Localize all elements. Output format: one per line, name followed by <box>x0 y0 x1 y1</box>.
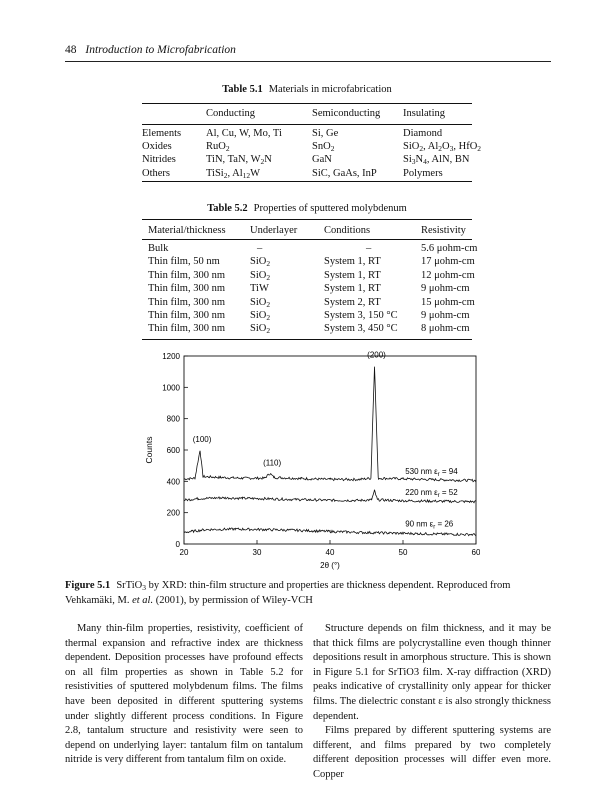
series-label: 530 nm $\varepsilon_r = 94$ <box>405 466 458 478</box>
table2-cell: 9 μohm-cm <box>421 310 470 321</box>
table2-cell: System 2, RT <box>324 296 381 308</box>
peak-label: (110) <box>263 458 282 468</box>
table2-cell: SiO$_2$ <box>250 323 271 336</box>
figure-label: Figure 5.1 <box>65 580 111 591</box>
x-tick-label: 50 <box>398 548 408 557</box>
page-number: 48 <box>65 44 77 56</box>
table1-mid-rule <box>142 124 472 125</box>
table2-caption <box>142 203 472 214</box>
table2-top-rule <box>142 219 472 220</box>
table2-cell: SiO$_2$ <box>250 310 271 322</box>
series-label: 220 nm $\varepsilon_r = 52$ <box>405 488 458 500</box>
y-tick-label: 600 <box>166 446 180 455</box>
body-left-column <box>65 622 303 768</box>
table2-cell: – <box>257 243 263 254</box>
table2-cell: Thin film, 300 nm <box>148 323 225 335</box>
table1-label: Table 5.1 <box>222 84 263 95</box>
table2-cell: System 1, RT <box>324 256 381 268</box>
caption-part-a: SrTiO <box>116 580 143 591</box>
table1-row-label: Elements <box>142 128 182 139</box>
table1-title: Materials in microfabrication <box>268 84 392 95</box>
table1-col-insulating: Insulating <box>403 108 445 119</box>
y-tick-label: 1200 <box>162 352 180 361</box>
table1-row-label: Oxides <box>142 141 172 153</box>
table1-cell: SiO$_2$, $Al_2O_3$, HfO$_2$ <box>403 141 482 154</box>
xrd-chart <box>140 350 480 570</box>
y-tick-label: 1000 <box>162 383 180 393</box>
caption-part-c: (2001), by permission of Wiley-VCH <box>153 595 313 606</box>
table2-cell: Thin film, 300 nm <box>148 310 225 321</box>
y-axis-label: Counts <box>144 436 154 464</box>
table2-cell: System 1, RT <box>324 269 381 281</box>
table2-cell: – <box>366 243 372 254</box>
peak-label: (200) <box>367 350 386 360</box>
table2-cell: Thin film, 300 nm <box>148 269 225 281</box>
caption-part-b: by XRD: thin-film structure and properties are thickness dependent. Reproduced from Vehkamäki, M. <box>65 580 511 606</box>
plot-frame <box>184 356 476 544</box>
table2-cell: Thin film, 300 nm <box>148 283 225 295</box>
table2-cell: SiO$_2$ <box>250 269 271 282</box>
x-tick-label: 60 <box>471 548 480 557</box>
peak-label: (100) <box>192 435 212 444</box>
table2-label: Table 5.2 <box>207 203 248 214</box>
y-tick-label: 200 <box>166 508 180 518</box>
table1-cell: $Si_3N_4$, AlN, BN <box>403 154 470 167</box>
table2-col-resistivity: Resistivity <box>421 225 466 236</box>
table2-cell: SiO$_2$ <box>250 296 271 309</box>
table2-col-underlayer: Underlayer <box>250 225 298 236</box>
table2-cell: 9 μohm-cm <box>421 283 470 295</box>
x-tick-label: 30 <box>252 548 262 557</box>
table1-col-semiconducting: Semiconducting <box>312 108 381 119</box>
table1-row-label: Nitrides <box>142 154 176 166</box>
y-tick-label: 0 <box>175 540 180 549</box>
table1-caption <box>142 84 472 95</box>
caption-subscript: 3 <box>142 583 146 592</box>
table2-bottom-rule <box>142 339 472 340</box>
y-tick-label: 800 <box>166 414 180 424</box>
xrd-chart-svg <box>140 350 480 570</box>
table2-cell: TiW <box>250 283 269 295</box>
header-rule <box>65 61 551 62</box>
x-tick-label: 20 <box>179 548 189 557</box>
table1-cell: Diamond <box>403 128 443 139</box>
running-head <box>65 44 236 56</box>
body-paragraph: Structure depends on film thickness, and it may be that thick films are polycrystalline even though thinner depositions result in amorphous structure. This is shown in Figure 5.1 for SrTiO3 film. X-ray diffraction (XRD) peaks indicative of crystallinity only appear for thicker films. The dielectric constant ε is also strongly thickness dependent. <box>313 623 551 722</box>
table1-cell: SnO$_2$ <box>312 141 335 154</box>
x-tick-label: 40 <box>325 548 335 557</box>
figure-caption <box>65 578 551 608</box>
table2-cell: System 3, 150 °C <box>324 310 398 321</box>
table1-cell: Si, Ge <box>312 128 339 139</box>
table1-row-label: Others <box>142 167 170 179</box>
table1-cell: TiSi$_2$, $Al_{12}W$ <box>206 167 261 180</box>
table1-cell: TiN, TaN, $W_2N$ <box>206 154 272 167</box>
table2-cell: 5.6 μohm-cm <box>421 243 478 254</box>
table2-title: Properties of sputtered molybdenum <box>253 203 407 214</box>
body-right-column <box>313 622 551 783</box>
series-label: 90 nm $\varepsilon_r = 26$ <box>405 519 454 531</box>
table2-col-material: Material/thickness <box>148 225 226 236</box>
table2-cell: Thin film, 300 nm <box>148 296 225 308</box>
table1-bottom-rule <box>142 181 472 182</box>
table1-cell: Al, Cu, W, Mo, Ti <box>206 128 282 139</box>
x-axis-label: 2θ (°) <box>320 561 340 570</box>
table1-cell: Polymers <box>403 167 443 179</box>
table2-cell: 8 μohm-cm <box>421 323 470 335</box>
caption-et-al: et al. <box>132 595 154 606</box>
table2-mid-rule <box>142 239 472 240</box>
series-line <box>184 528 476 536</box>
table2-col-conditions: Conditions <box>324 225 371 236</box>
y-tick-label: 400 <box>166 477 180 487</box>
table2-cell: 12 μohm-cm <box>421 269 475 281</box>
running-title: Introduction to Microfabrication <box>85 44 236 56</box>
body-paragraph: Films prepared by different sputtering systems are different, and films prepared by two completely different deposition processes will differ even more. Copper <box>313 725 551 780</box>
table1-cell: RuO$_2$ <box>206 141 230 154</box>
table2-cell: SiO$_2$ <box>250 256 271 269</box>
body-paragraph: Many thin-film properties, resistivity, coefficient of thermal expansion and refractive index are thickness dependent. Deposition processes have profound effects on all film properties as shown in Table 5.2 for resistivities of sputtered molybdenum films. The films have been deposited in different sputtering systems under slightly different process conditions. In Figure 2.8, tantalum structure and resistivity were seen to depend on underlying layer: tantalum film on tantalum nitride is very different from tantalum film on oxide. <box>65 623 303 766</box>
table1-col-conducting: Conducting <box>206 108 255 119</box>
series-line <box>184 367 476 482</box>
table1-top-rule <box>142 103 472 104</box>
table2-cell: 17 μohm-cm <box>421 256 475 268</box>
table2-cell: 15 μohm-cm <box>421 296 475 308</box>
table2-cell: System 3, 450 °C <box>324 323 398 335</box>
table1-cell: GaN <box>312 154 332 166</box>
table1-cell: SiC, GaAs, InP <box>312 167 377 179</box>
table2-cell: Thin film, 50 nm <box>148 256 220 268</box>
table2-cell: System 1, RT <box>324 283 381 295</box>
table2-cell: Bulk <box>148 243 169 254</box>
